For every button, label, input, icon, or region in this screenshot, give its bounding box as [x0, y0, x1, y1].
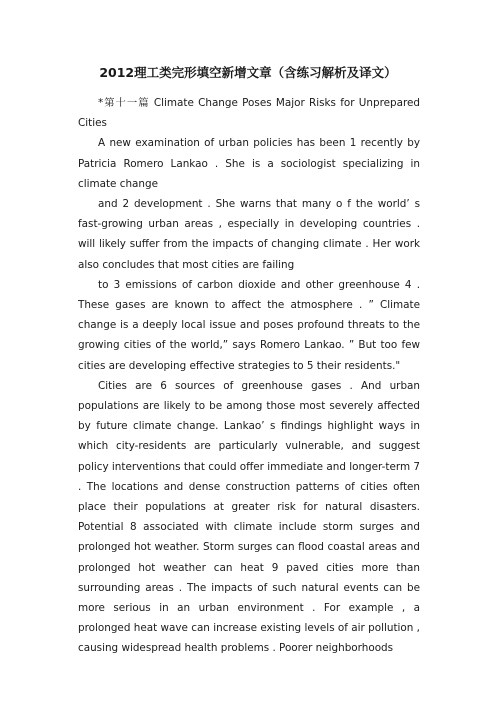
body-paragraph-3: to 3 emissions of carbon dioxide and other greenhouse 4 . These gases are known to affect the atmosphere . ” Climate change is a deeply local issue and poses profound threats to the growing cities of the world,” says Romero Lankao. ” But too few cities are developing effective strategies to 5 their residents.": [78, 278, 420, 372]
body-paragraph-1: A new examination of urban policies has been 1 recently by Patricia Romero Lankao . She is a sociologist specializing in climate change: [78, 137, 420, 190]
article-heading-paragraph: *第十一篇 Climate Change Poses Major Risks for Unprepared Cities: [78, 97, 420, 130]
document-title: 2012理工类完形填空新增文章（含练习解析及译文）: [99, 65, 397, 80]
body-paragraph-4: Cities are 6 sources of greenhouse gases . And urban populations are likely to be among those most severely affected by future climate change. Lankao’ s findings highlight ways in which city-residents are particularly vulnerable, and suggest policy interventions that could offer immediate and longer-term 7 . The locations and dense construction patterns of cities often place their populations at greater risk for natural disasters. Potential 8 associated with climate include storm surges and prolonged hot weather. Storm surges can flood coastal areas and prolonged hot weather can heat 9 paved cities more than surrounding areas . The impacts of such natural events can be more serious in an urban environment . For example , a prolonged heat wave can increase existing levels of air pollution , causing widespread health problems . Poorer neighborhoods: [78, 379, 420, 655]
body-paragraph-2: and 2 development . She warns that many o f the world’ s fast-growing urban areas , especially in developing countries . will likely suffer from the impacts of changing climate . Her work also concludes that most cities are failing: [78, 198, 420, 271]
article-body: [78, 93, 420, 659]
